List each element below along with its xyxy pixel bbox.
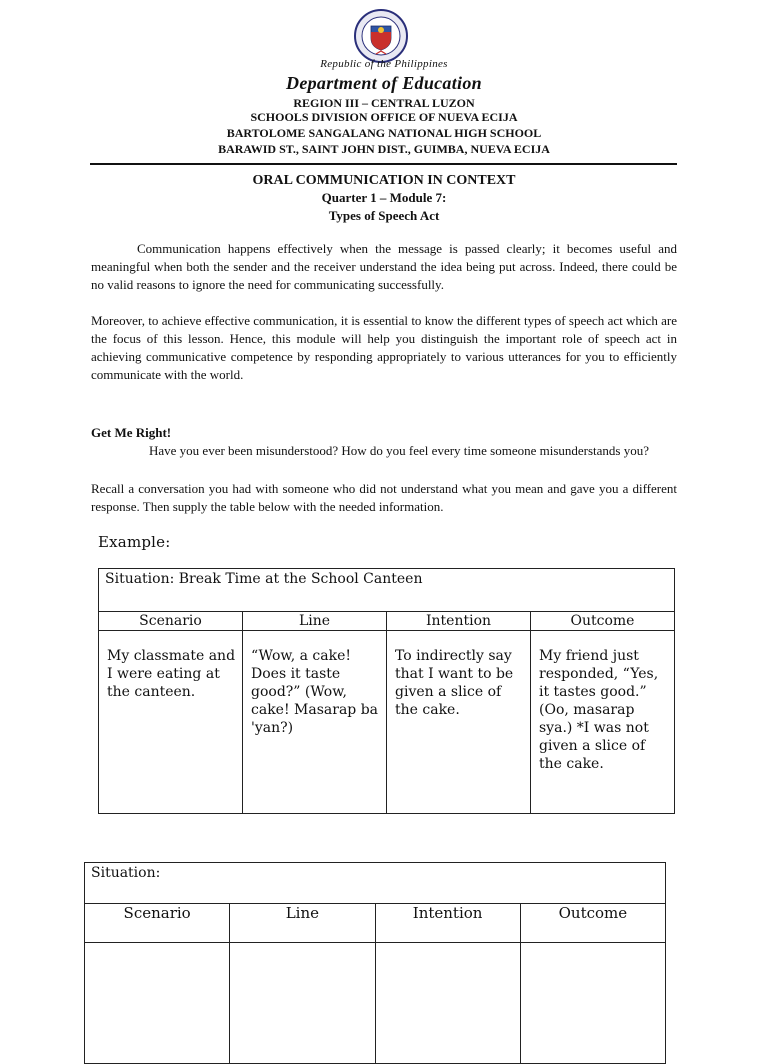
answer-cell-intention[interactable] (375, 943, 520, 1064)
example-header-intention: Intention (387, 612, 531, 631)
school-address: BARAWID ST., SAINT JOHN DIST., GUIMBA, NUEVA ECIJA (218, 142, 550, 156)
intro-paragraph-2: Moreover, to achieve effective communication, it is essential to know the different types of speech act which are the focus of this lesson. Hence, this module will help you distinguish the important role of speech act in achieving communicative competence by responding appropriately to various utterances for you to efficiently communicate with the world. (91, 313, 677, 382)
topic-title: Types of Speech Act (328, 208, 440, 223)
intro-paragraph-1: Communication happens effectively when the message is passed clearly; it becomes useful and meaningful when both the sender and the receiver understand the idea being put across. Indeed, there could be no valid reasons to ignore the need for communicating successfully. (91, 241, 677, 292)
answer-cell-scenario[interactable] (85, 943, 230, 1064)
answer-header-intention: Intention (375, 904, 520, 943)
school-name: BARTOLOME SANGALANG NATIONAL HIGH SCHOOL (226, 126, 542, 140)
answer-table (84, 862, 666, 1064)
division-line: SCHOOLS DIVISION OFFICE OF NUEVA ECIJA (250, 110, 518, 124)
region-line: REGION III – CENTRAL LUZON (293, 96, 475, 110)
example-cell-scenario: My classmate and I were eating at the canteen. (99, 631, 243, 814)
example-situation: Situation: Break Time at the School Canteen (99, 569, 675, 612)
course-title: ORAL COMMUNICATION IN CONTEXT (252, 173, 516, 188)
activity-heading: Get Me Right! (91, 425, 172, 440)
example-header-outcome: Outcome (531, 612, 675, 631)
answer-header-outcome: Outcome (520, 904, 665, 943)
header-divider (90, 163, 677, 165)
example-table (98, 568, 675, 814)
answer-header-line: Line (230, 904, 375, 943)
activity-paragraph-2: Recall a conversation you had with someone who did not understand what you mean and gave you a different response. Then supply the table below with the needed information. (91, 481, 677, 514)
answer-situation[interactable]: Situation: (85, 863, 666, 904)
example-cell-line: “Wow, a cake! Does it taste good?” (Wow, cake! Masarap ba 'yan?) (243, 631, 387, 814)
answer-header-scenario: Scenario (85, 904, 230, 943)
department-name: Department of Education (286, 73, 482, 93)
example-header-line: Line (243, 612, 387, 631)
answer-cell-outcome[interactable] (520, 943, 665, 1064)
republic-line: Republic of the Philippines (320, 58, 448, 70)
answer-cell-line[interactable] (230, 943, 375, 1064)
example-cell-intention: To indirectly say that I want to be given a slice of the cake. (387, 631, 531, 814)
example-label: Example: (98, 533, 171, 551)
example-cell-outcome: My friend just responded, “Yes, it tastes good.” (Oo, masarap sya.) *I was not given a slice of the cake. (531, 631, 675, 814)
example-header-scenario: Scenario (99, 612, 243, 631)
module-title: Quarter 1 – Module 7: (321, 190, 447, 205)
activity-paragraph-1: Have you ever been misunderstood? How do you feel every time someone misunderstands you? (149, 443, 650, 458)
deped-seal-logo (350, 8, 412, 64)
